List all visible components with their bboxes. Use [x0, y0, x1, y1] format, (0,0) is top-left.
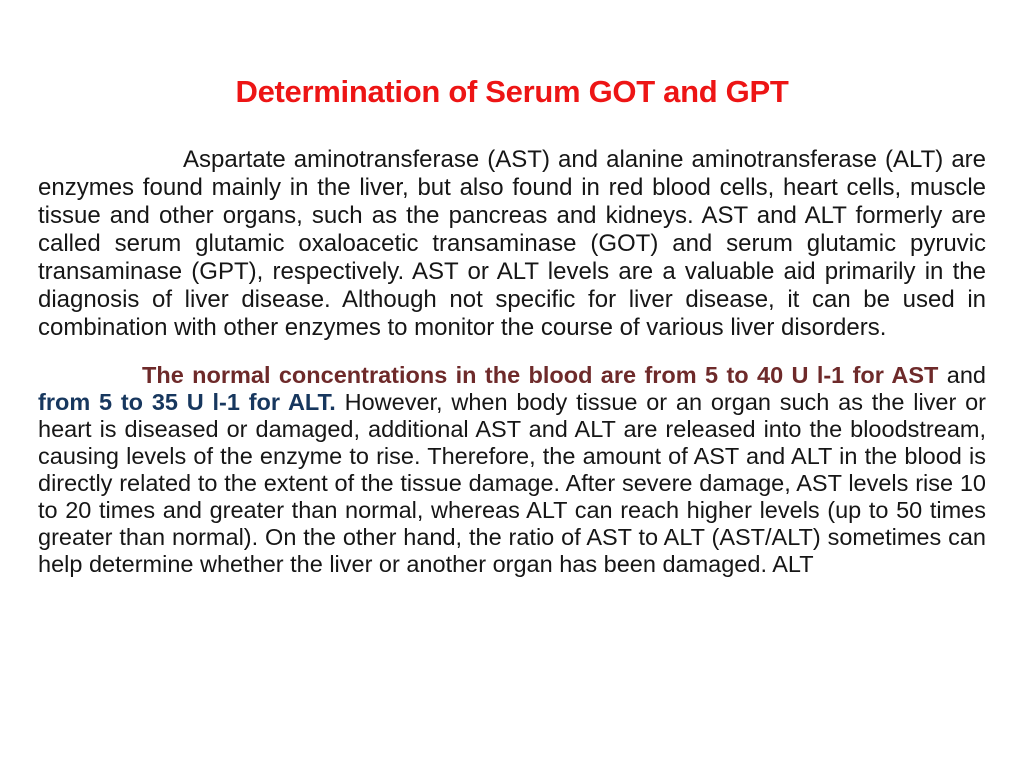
connector-text: and: [938, 362, 986, 388]
paragraph-intro-text: Aspartate aminotransferase (AST) and alanine aminotransferase (ALT) are enzymes found mainly in the liver, but also found in red blood cells, heart cells, muscle tissue and other organs, such as the pancreas and kidneys. AST and ALT formerly are called serum glutamic oxaloacetic transaminase (GOT) and serum glutamic pyruvic transaminase (GPT), respectively. AST or ALT levels are a valuable aid primarily in the diagnosis of liver disease. Although not specific for liver disease, it can be used in combination with other enzymes to monitor the course of various liver disorders.: [38, 146, 986, 341]
normal-ast-range-text: The normal concentrations in the blood are from 5 to 40 U l-1 for AST: [142, 362, 939, 388]
paragraph-normal-values-body: However, when body tissue or an organ such as the liver or heart is diseased or damaged, additional AST and ALT are released into the bloodstream, causing levels of the enzyme to rise. Therefore, the amount of AST and ALT in the blood is directly related to the extent of the tissue damage. After severe damage, AST levels rise 10 to 20 times and greater than normal, whereas ALT can reach higher levels (up to 50 times greater than normal). On the other hand, the ratio of AST to ALT (AST/ALT) sometimes can help determine whether the liver or another organ has been damaged. ALT: [38, 389, 986, 577]
normal-alt-range-text: from 5 to 35 U l-1 for ALT.: [38, 389, 336, 415]
paragraph-normal-values: [38, 362, 986, 578]
page-title: Determination of Serum GOT and GPT: [235, 74, 789, 109]
paragraph-intro: [38, 146, 986, 342]
